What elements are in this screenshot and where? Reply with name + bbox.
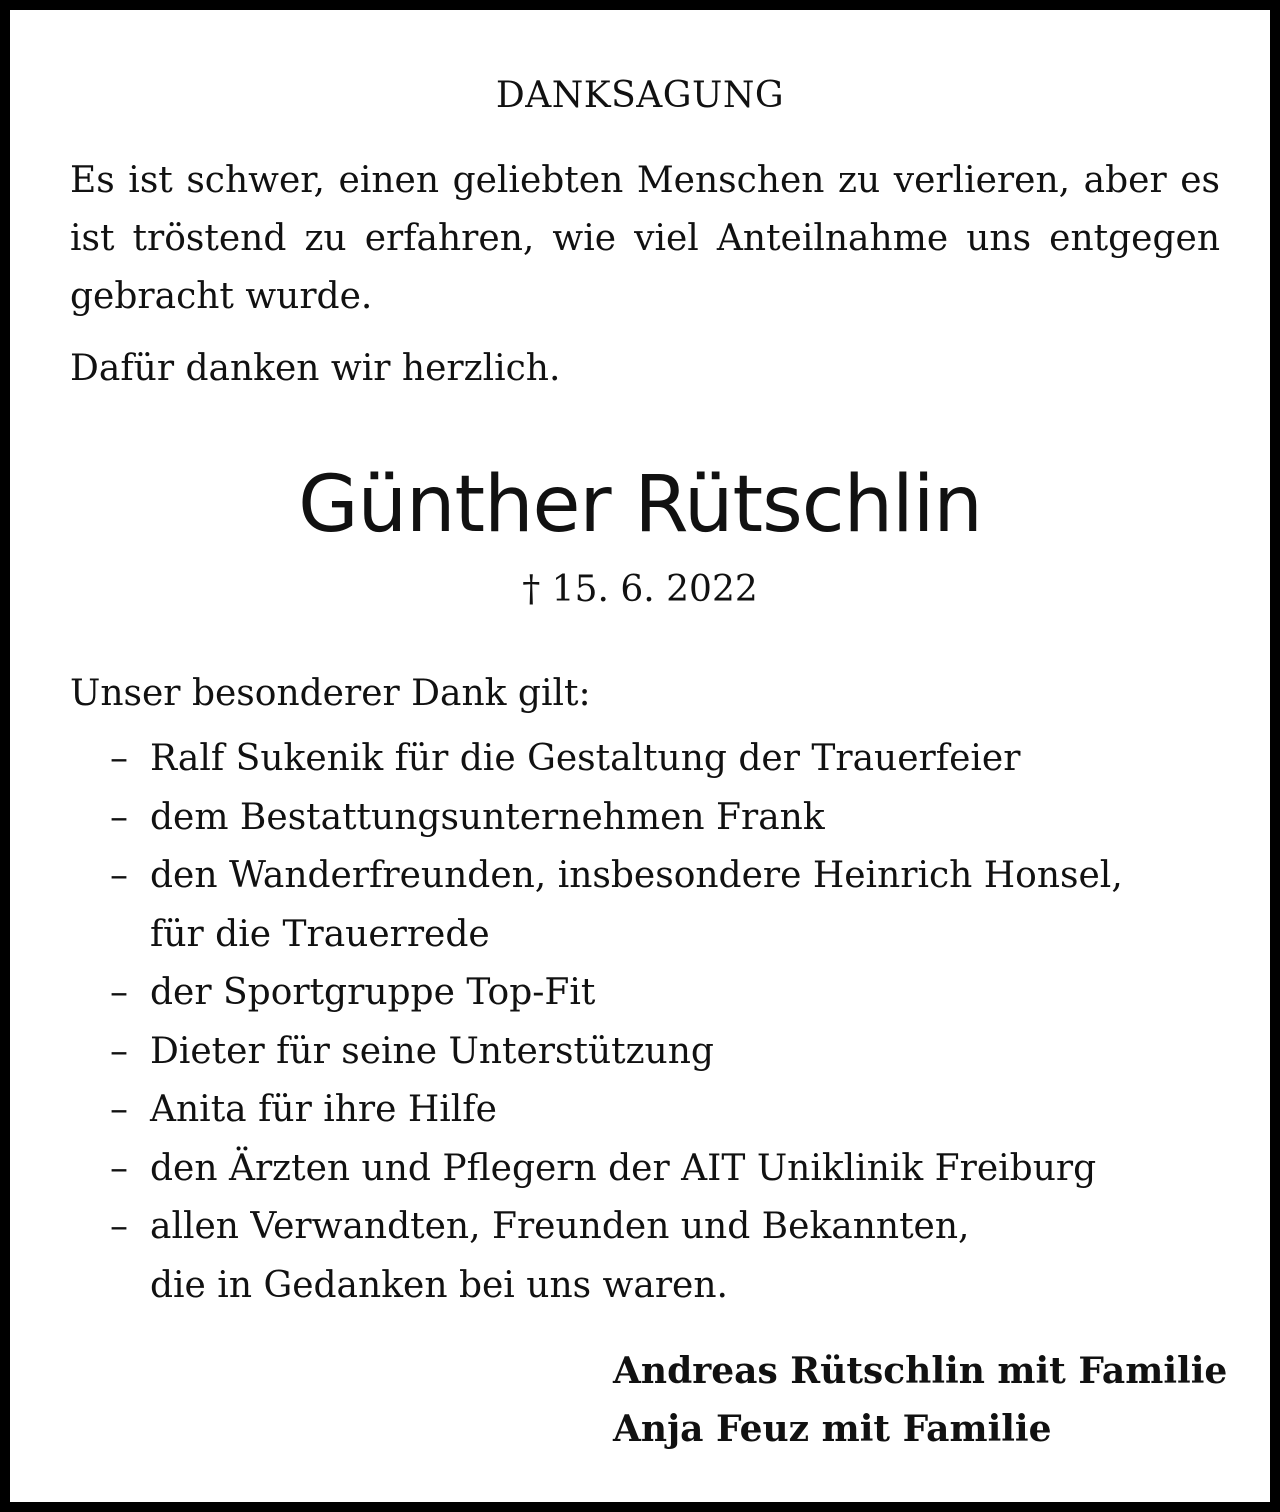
special-thanks-heading: Unser besonderer Dank gilt: [70, 673, 591, 714]
signature-line: Andreas Rütschlin mit Familie [613, 1350, 1228, 1392]
death-date: † 15. 6. 2022 [522, 569, 758, 610]
dash-marker: – [110, 1147, 128, 1189]
notice-heading: DANKSAGUNG [495, 75, 785, 116]
dash-marker: – [110, 1030, 128, 1072]
thanks-item [110, 789, 1230, 848]
thanks-item [110, 1140, 1230, 1199]
dash-marker: – [110, 796, 128, 838]
thanks-list [110, 730, 1230, 1315]
dash-marker: – [110, 1206, 128, 1247]
thanks-item [110, 1198, 1230, 1315]
thanks-item-text: Anita für ihre Hilfe [150, 1089, 497, 1130]
thanks-item-text: den Ärzten und Pflegern der AIT Uniklinik Freiburg [150, 1147, 1097, 1189]
thanks-item [110, 847, 1230, 964]
thanks-item-continuation: für die Trauerrede [150, 913, 490, 955]
thanks-item-text: allen Verwandten, Freunden und Bekannten, [150, 1206, 970, 1247]
thanks-item [110, 730, 1230, 789]
thanks-item-text: Ralf Sukenik für die Gestaltung der Trauerfeier [150, 738, 1021, 779]
signature-line: Anja Feuz mit Familie [613, 1408, 1052, 1450]
intro-paragraph: Es ist schwer, einen geliebten Menschen zu verlieren, aber es ist tröstend zu erfahren, wie viel Anteilnahme uns entgegen gebracht wurde. [70, 160, 1220, 317]
thanks-item-text: der Sportgruppe Top-Fit [150, 972, 596, 1013]
dash-marker: – [110, 1089, 128, 1130]
thanks-item [110, 1081, 1230, 1140]
thanks-item-text: den Wanderfreunden, insbesondere Heinrich Honsel, [150, 855, 1123, 896]
thanks-sentence: Dafür danken wir herzlich. [70, 348, 561, 389]
thanks-item [110, 1023, 1230, 1082]
thanks-item-text: dem Bestattungsunternehmen Frank [150, 796, 825, 838]
thanks-item-text: Dieter für seine Unterstützung [150, 1030, 714, 1072]
thanks-item-continuation: die in Gedanken bei uns waren. [150, 1264, 728, 1306]
thanks-item [110, 964, 1230, 1023]
dash-marker: – [110, 738, 128, 779]
signatures [613, 1342, 1227, 1458]
dash-marker: – [110, 972, 128, 1013]
dash-marker: – [110, 855, 128, 896]
deceased-name: Günther Rütschlin [298, 460, 982, 550]
